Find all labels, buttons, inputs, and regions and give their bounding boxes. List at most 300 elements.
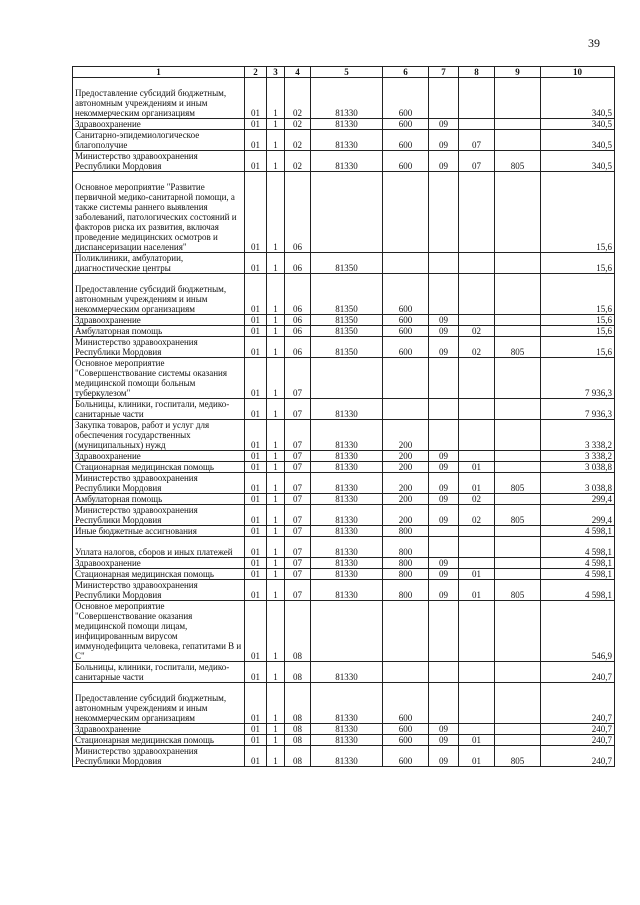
row-target-article: 81330 [311, 130, 383, 151]
row-code-4: 07 [285, 569, 311, 580]
col-header-8: 8 [459, 67, 495, 78]
row-code-4: 06 [285, 326, 311, 337]
row-code-3: 1 [267, 580, 285, 601]
table-row [73, 451, 615, 462]
row-code-4: 07 [285, 420, 311, 451]
table-row [73, 505, 615, 526]
row-code-4: 08 [285, 735, 311, 746]
row-code-4: 07 [285, 399, 311, 420]
row-target-article [311, 601, 383, 662]
row-amount: 240,7 [541, 683, 615, 724]
row-target-article: 81330 [311, 473, 383, 494]
row-code-2: 01 [245, 253, 267, 274]
row-amount: 340,5 [541, 78, 615, 119]
row-code-3: 1 [267, 358, 285, 399]
row-department [495, 78, 541, 119]
row-target-article: 81330 [311, 569, 383, 580]
row-target-article [311, 172, 383, 253]
row-name: Министерство здравоохранения Республики Мордовия [73, 151, 245, 172]
row-code-4: 07 [285, 526, 311, 537]
row-code-3: 1 [267, 558, 285, 569]
row-code-3: 1 [267, 494, 285, 505]
row-department [495, 683, 541, 724]
row-amount: 4 598,1 [541, 526, 615, 537]
row-section [429, 601, 459, 662]
row-code-4: 08 [285, 683, 311, 724]
table-row [73, 662, 615, 683]
row-section: 09 [429, 473, 459, 494]
row-amount: 240,7 [541, 735, 615, 746]
row-subsection [459, 601, 495, 662]
row-expense-type [383, 399, 429, 420]
row-expense-type: 200 [383, 462, 429, 473]
row-code-2: 01 [245, 337, 267, 358]
table-row [73, 569, 615, 580]
table-row [73, 601, 615, 662]
row-name: Амбулаторная помощь [73, 326, 245, 337]
row-code-4: 08 [285, 724, 311, 735]
table-row [73, 172, 615, 253]
row-section [429, 172, 459, 253]
row-department [495, 558, 541, 569]
table-row [73, 274, 615, 315]
row-amount: 240,7 [541, 662, 615, 683]
row-section: 09 [429, 724, 459, 735]
row-subsection [459, 537, 495, 558]
row-code-3: 1 [267, 119, 285, 130]
row-name: Здравоохранение [73, 724, 245, 735]
row-name: Предоставление субсидий бюджетным, автономным учреждениям и иным некоммерческим организациям [73, 274, 245, 315]
row-code-3: 1 [267, 683, 285, 724]
row-code-4: 07 [285, 558, 311, 569]
row-expense-type: 600 [383, 337, 429, 358]
row-code-2: 01 [245, 326, 267, 337]
col-header-3: 3 [267, 67, 285, 78]
row-expense-type [383, 253, 429, 274]
row-amount: 3 338,2 [541, 420, 615, 451]
row-code-2: 01 [245, 130, 267, 151]
row-section: 09 [429, 462, 459, 473]
row-department [495, 494, 541, 505]
row-code-3: 1 [267, 473, 285, 494]
row-expense-type: 600 [383, 724, 429, 735]
row-target-article: 81330 [311, 462, 383, 473]
row-expense-type: 800 [383, 526, 429, 537]
row-department [495, 462, 541, 473]
table-row [73, 420, 615, 451]
row-code-3: 1 [267, 724, 285, 735]
row-amount: 340,5 [541, 151, 615, 172]
row-code-4: 07 [285, 494, 311, 505]
row-name: Стационарная медицинская помощь [73, 462, 245, 473]
row-section: 09 [429, 326, 459, 337]
row-subsection [459, 315, 495, 326]
row-subsection [459, 662, 495, 683]
row-section: 09 [429, 151, 459, 172]
row-name: Министерство здравоохранения Республики Мордовия [73, 746, 245, 767]
row-target-article: 81330 [311, 78, 383, 119]
row-code-2: 01 [245, 420, 267, 451]
row-code-4: 07 [285, 451, 311, 462]
row-amount: 15,6 [541, 274, 615, 315]
row-department: 805 [495, 337, 541, 358]
row-amount: 4 598,1 [541, 569, 615, 580]
row-section [429, 274, 459, 315]
row-amount: 15,6 [541, 326, 615, 337]
row-code-4: 08 [285, 601, 311, 662]
row-section [429, 537, 459, 558]
row-expense-type: 200 [383, 420, 429, 451]
table-row [73, 683, 615, 724]
table-row [73, 558, 615, 569]
row-name: Стационарная медицинская помощь [73, 569, 245, 580]
row-department [495, 601, 541, 662]
row-name: Санитарно-эпидемиологическое благополучие [73, 130, 245, 151]
row-department [495, 130, 541, 151]
row-code-3: 1 [267, 569, 285, 580]
row-section: 09 [429, 315, 459, 326]
row-code-4: 06 [285, 172, 311, 253]
row-name: Иные бюджетные ассигнования [73, 526, 245, 537]
row-amount: 15,6 [541, 315, 615, 326]
row-target-article: 81330 [311, 735, 383, 746]
row-expense-type: 600 [383, 130, 429, 151]
row-section [429, 420, 459, 451]
row-expense-type [383, 601, 429, 662]
row-department [495, 172, 541, 253]
row-target-article: 81330 [311, 683, 383, 724]
row-amount: 3 338,2 [541, 451, 615, 462]
row-subsection: 07 [459, 151, 495, 172]
col-header-9: 9 [495, 67, 541, 78]
row-code-3: 1 [267, 399, 285, 420]
row-department [495, 399, 541, 420]
row-expense-type: 600 [383, 274, 429, 315]
row-target-article: 81330 [311, 451, 383, 462]
row-amount: 4 598,1 [541, 558, 615, 569]
row-code-3: 1 [267, 253, 285, 274]
row-subsection: 01 [459, 462, 495, 473]
row-subsection: 01 [459, 746, 495, 767]
row-code-4: 02 [285, 151, 311, 172]
row-code-3: 1 [267, 315, 285, 326]
row-target-article: 81330 [311, 151, 383, 172]
row-code-3: 1 [267, 662, 285, 683]
row-code-4: 08 [285, 746, 311, 767]
table-row [73, 253, 615, 274]
row-target-article: 81350 [311, 326, 383, 337]
table-row [73, 746, 615, 767]
row-department [495, 569, 541, 580]
row-subsection [459, 451, 495, 462]
row-department [495, 451, 541, 462]
row-expense-type: 200 [383, 473, 429, 494]
row-target-article: 81330 [311, 746, 383, 767]
row-name: Амбулаторная помощь [73, 494, 245, 505]
row-target-article: 81350 [311, 253, 383, 274]
row-code-4: 02 [285, 78, 311, 119]
row-code-3: 1 [267, 130, 285, 151]
row-department [495, 358, 541, 399]
row-subsection: 01 [459, 735, 495, 746]
row-expense-type [383, 358, 429, 399]
row-code-2: 01 [245, 172, 267, 253]
row-code-2: 01 [245, 315, 267, 326]
row-department [495, 119, 541, 130]
row-target-article: 81330 [311, 537, 383, 558]
row-subsection [459, 253, 495, 274]
row-subsection: 01 [459, 580, 495, 601]
row-code-4: 06 [285, 274, 311, 315]
row-target-article: 81330 [311, 526, 383, 537]
row-expense-type: 200 [383, 505, 429, 526]
row-code-3: 1 [267, 337, 285, 358]
row-subsection: 01 [459, 473, 495, 494]
row-department: 805 [495, 505, 541, 526]
row-code-2: 01 [245, 537, 267, 558]
row-amount: 299,4 [541, 494, 615, 505]
row-name: Министерство здравоохранения Республики Мордовия [73, 473, 245, 494]
table-row [73, 399, 615, 420]
page-number: 39 [588, 36, 600, 50]
row-code-2: 01 [245, 462, 267, 473]
row-amount: 15,6 [541, 337, 615, 358]
table-row [73, 337, 615, 358]
row-subsection [459, 526, 495, 537]
budget-table [72, 66, 615, 767]
row-name: Больницы, клиники, госпитали, медико-санитарные части [73, 662, 245, 683]
row-code-2: 01 [245, 601, 267, 662]
row-target-article: 81330 [311, 580, 383, 601]
row-code-3: 1 [267, 537, 285, 558]
row-subsection [459, 558, 495, 569]
row-code-4: 02 [285, 130, 311, 151]
row-expense-type [383, 662, 429, 683]
row-section: 09 [429, 580, 459, 601]
row-expense-type: 600 [383, 746, 429, 767]
row-code-3: 1 [267, 746, 285, 767]
row-code-4: 07 [285, 473, 311, 494]
row-name: Здравоохранение [73, 315, 245, 326]
row-amount: 7 936,3 [541, 358, 615, 399]
row-target-article: 81330 [311, 119, 383, 130]
row-amount: 546,9 [541, 601, 615, 662]
row-code-2: 01 [245, 558, 267, 569]
row-code-2: 01 [245, 399, 267, 420]
row-name: Министерство здравоохранения Республики Мордовия [73, 580, 245, 601]
row-subsection [459, 420, 495, 451]
row-department: 805 [495, 746, 541, 767]
row-subsection [459, 683, 495, 724]
row-target-article: 81330 [311, 494, 383, 505]
table-row [73, 119, 615, 130]
row-subsection: 01 [459, 569, 495, 580]
row-code-4: 07 [285, 505, 311, 526]
table-row [73, 580, 615, 601]
row-code-2: 01 [245, 358, 267, 399]
row-section: 09 [429, 569, 459, 580]
row-expense-type: 800 [383, 558, 429, 569]
row-expense-type: 600 [383, 735, 429, 746]
row-department [495, 253, 541, 274]
row-name: Основное мероприятие "Развитие первичной медико-санитарной помощи, а также системы раннего выявления заболеваний, патологических состояний и факторов риска их развития, включая проведение медицинских осмотров и диспансеризации населения" [73, 172, 245, 253]
header-row [73, 67, 615, 78]
row-amount: 340,5 [541, 130, 615, 151]
row-department: 805 [495, 580, 541, 601]
row-code-2: 01 [245, 746, 267, 767]
row-subsection [459, 119, 495, 130]
row-section: 09 [429, 119, 459, 130]
row-code-2: 01 [245, 569, 267, 580]
row-department [495, 537, 541, 558]
row-expense-type: 600 [383, 78, 429, 119]
row-section [429, 358, 459, 399]
row-section [429, 253, 459, 274]
row-target-article: 81330 [311, 662, 383, 683]
row-code-3: 1 [267, 526, 285, 537]
row-amount: 4 598,1 [541, 580, 615, 601]
row-expense-type: 600 [383, 119, 429, 130]
col-header-name: 1 [73, 67, 245, 78]
col-header-6: 6 [383, 67, 429, 78]
row-section [429, 683, 459, 724]
row-code-3: 1 [267, 151, 285, 172]
table-row [73, 151, 615, 172]
row-expense-type: 800 [383, 569, 429, 580]
table-row [73, 462, 615, 473]
row-section: 09 [429, 505, 459, 526]
row-section: 09 [429, 735, 459, 746]
row-name: Основное мероприятие "Совершенствование системы оказания медицинской помощи больным туберкулезом" [73, 358, 245, 399]
table-row [73, 735, 615, 746]
row-department [495, 420, 541, 451]
row-subsection [459, 274, 495, 315]
row-amount: 15,6 [541, 172, 615, 253]
row-code-3: 1 [267, 420, 285, 451]
row-code-4: 07 [285, 580, 311, 601]
row-department [495, 662, 541, 683]
row-section: 09 [429, 451, 459, 462]
row-amount: 340,5 [541, 119, 615, 130]
row-code-4: 07 [285, 462, 311, 473]
row-department [495, 326, 541, 337]
row-department [495, 315, 541, 326]
row-section: 09 [429, 494, 459, 505]
row-target-article: 81330 [311, 724, 383, 735]
row-amount: 240,7 [541, 724, 615, 735]
row-department: 805 [495, 473, 541, 494]
row-amount: 3 038,8 [541, 473, 615, 494]
table-row [73, 537, 615, 558]
row-name: Министерство здравоохранения Республики Мордовия [73, 505, 245, 526]
row-code-4: 07 [285, 537, 311, 558]
row-section [429, 662, 459, 683]
row-target-article: 81330 [311, 399, 383, 420]
row-expense-type: 600 [383, 683, 429, 724]
row-code-3: 1 [267, 601, 285, 662]
row-target-article: 81350 [311, 337, 383, 358]
row-code-2: 01 [245, 78, 267, 119]
row-code-2: 01 [245, 724, 267, 735]
row-expense-type: 600 [383, 151, 429, 172]
row-name: Здравоохранение [73, 451, 245, 462]
row-code-2: 01 [245, 494, 267, 505]
row-name: Здравоохранение [73, 119, 245, 130]
col-header-7: 7 [429, 67, 459, 78]
row-target-article: 81330 [311, 420, 383, 451]
row-subsection: 02 [459, 505, 495, 526]
row-subsection: 02 [459, 494, 495, 505]
row-code-3: 1 [267, 78, 285, 119]
row-code-2: 01 [245, 274, 267, 315]
row-subsection [459, 78, 495, 119]
row-amount: 4 598,1 [541, 537, 615, 558]
row-code-4: 08 [285, 662, 311, 683]
row-subsection: 07 [459, 130, 495, 151]
row-section: 09 [429, 558, 459, 569]
table-row [73, 526, 615, 537]
row-name: Здравоохранение [73, 558, 245, 569]
row-code-2: 01 [245, 473, 267, 494]
row-section [429, 78, 459, 119]
row-subsection: 02 [459, 326, 495, 337]
row-code-2: 01 [245, 735, 267, 746]
row-code-2: 01 [245, 683, 267, 724]
table-row [73, 473, 615, 494]
row-code-3: 1 [267, 462, 285, 473]
col-header-2: 2 [245, 67, 267, 78]
table-row [73, 326, 615, 337]
row-code-2: 01 [245, 151, 267, 172]
row-expense-type: 600 [383, 315, 429, 326]
row-name: Больницы, клиники, госпитали, медико-санитарные части [73, 399, 245, 420]
row-section [429, 526, 459, 537]
row-amount: 299,4 [541, 505, 615, 526]
row-name: Закупка товаров, работ и услуг для обеспечения государственных (муниципальных) нужд [73, 420, 245, 451]
row-subsection [459, 724, 495, 735]
table-row [73, 724, 615, 735]
row-code-3: 1 [267, 735, 285, 746]
row-department [495, 724, 541, 735]
row-code-2: 01 [245, 505, 267, 526]
row-name: Предоставление субсидий бюджетным, автономным учреждениям и иным некоммерческим организациям [73, 78, 245, 119]
row-target-article [311, 358, 383, 399]
row-section: 09 [429, 746, 459, 767]
row-expense-type: 200 [383, 494, 429, 505]
row-code-4: 02 [285, 119, 311, 130]
row-target-article: 81350 [311, 274, 383, 315]
col-header-4: 4 [285, 67, 311, 78]
row-target-article: 81330 [311, 558, 383, 569]
row-name: Уплата налогов, сборов и иных платежей [73, 537, 245, 558]
table-row [73, 315, 615, 326]
row-expense-type: 200 [383, 451, 429, 462]
row-code-2: 01 [245, 526, 267, 537]
row-amount: 7 936,3 [541, 399, 615, 420]
row-section: 09 [429, 130, 459, 151]
row-code-2: 01 [245, 662, 267, 683]
row-code-3: 1 [267, 274, 285, 315]
row-target-article: 81330 [311, 505, 383, 526]
row-department [495, 735, 541, 746]
row-code-2: 01 [245, 580, 267, 601]
row-expense-type: 800 [383, 580, 429, 601]
row-code-4: 07 [285, 358, 311, 399]
row-subsection: 02 [459, 337, 495, 358]
row-amount: 15,6 [541, 253, 615, 274]
col-header-10: 10 [541, 67, 615, 78]
table-row [73, 358, 615, 399]
